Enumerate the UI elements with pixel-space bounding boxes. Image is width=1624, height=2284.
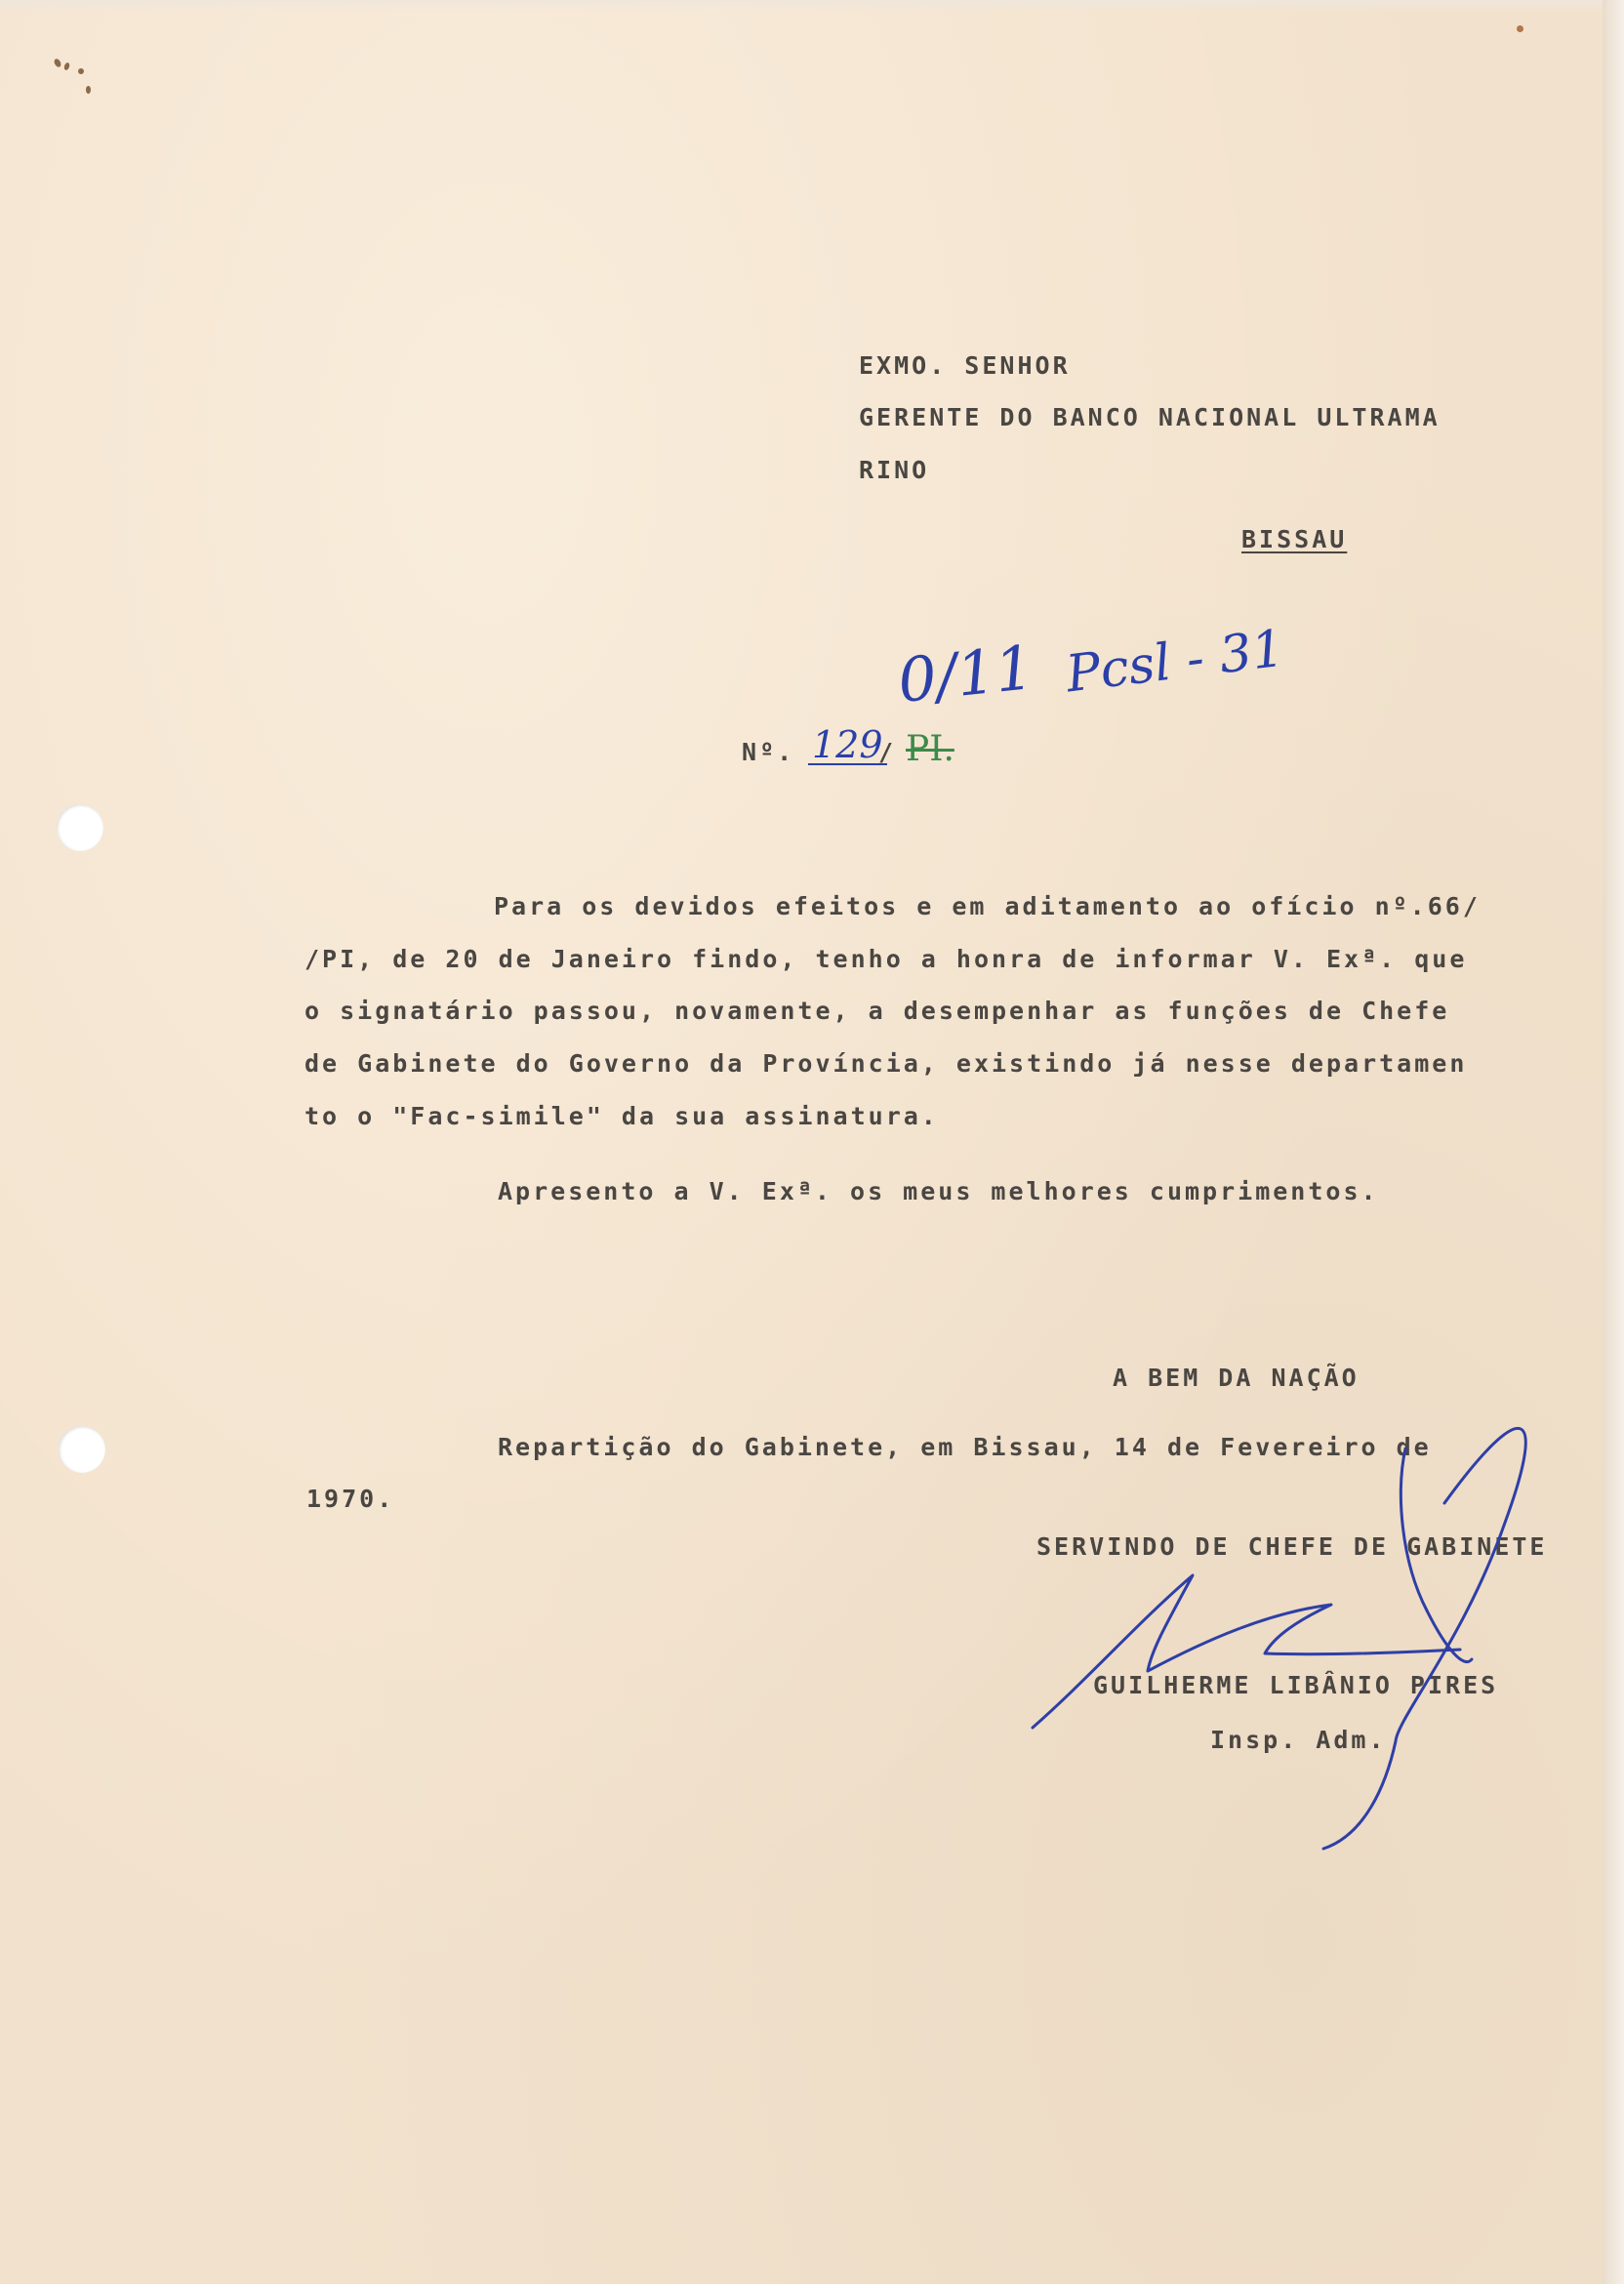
date-year: 1970. (306, 1485, 395, 1513)
body-line-4: de Gabinete do Governo da Província, existindo já nesse departamen (304, 1049, 1468, 1078)
body-line-1: Para os devidos efeitos e em aditamento ao ofício nº.66/ (494, 892, 1481, 920)
addressee-city: BISSAU (1241, 525, 1348, 553)
reference-suffix: PI. (906, 729, 954, 769)
handwritten-reference: Pcsl - 31 (1063, 619, 1288, 705)
body-line-5: to o "Fac-simile" da sua assinatura. (304, 1102, 939, 1130)
signatory-name: GUILHERME LIBÂNIO PIRES (1093, 1671, 1499, 1699)
place-date-line: Repartição do Gabinete, em Bissau, 14 de Fevereiro de (498, 1433, 1432, 1461)
reference-slash: / (878, 738, 897, 766)
reference-prefix: Nº. (742, 738, 795, 766)
signatory-title: Insp. Adm. (1210, 1726, 1387, 1754)
signatory-role: SERVINDO DE CHEFE DE GABINETE (1036, 1532, 1548, 1561)
handwritten-code: 0/11 (894, 631, 1037, 717)
addressee-line-2: GERENTE DO BANCO NACIONAL ULTRAMA (859, 403, 1441, 431)
addressee-line-3: RINO (859, 456, 930, 484)
body-line-3: o signatário passou, novamente, a desempenhar as funções de Chefe (304, 997, 1450, 1025)
body-line-2: /PI, de 20 de Janeiro findo, tenho a honra de informar V. Exª. que (304, 945, 1468, 973)
reference-number: 129 (808, 726, 887, 765)
closing-greeting: Apresento a V. Exª. os meus melhores cumprimentos. (498, 1177, 1379, 1205)
addressee-salutation: EXMO. SENHOR (859, 351, 1071, 380)
closing-motto: A BEM DA NAÇÃO (1113, 1364, 1360, 1392)
